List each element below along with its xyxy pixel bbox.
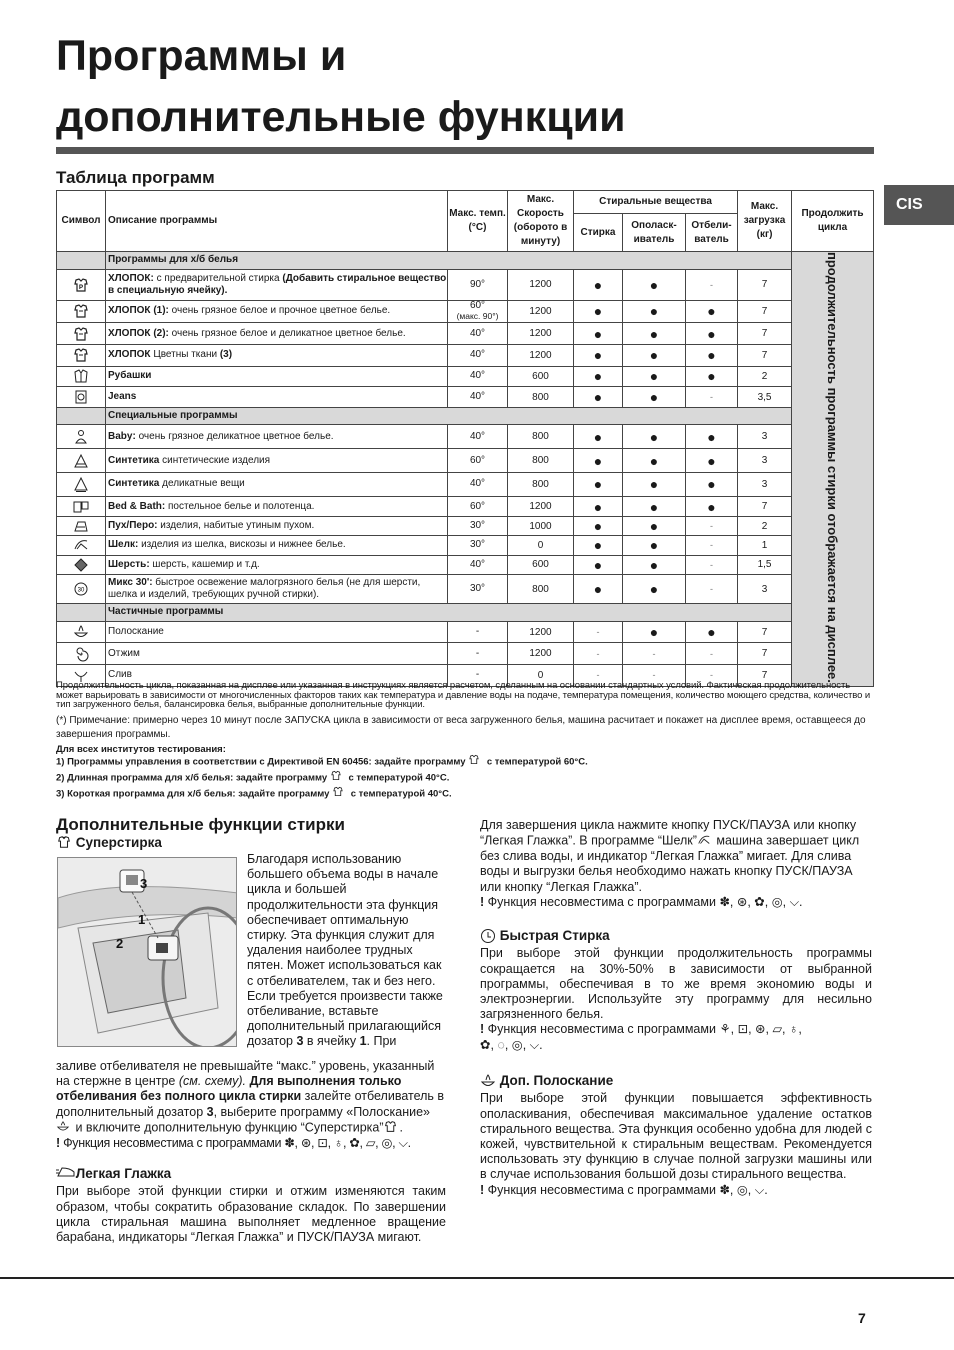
bleach-cell: ● — [686, 621, 738, 643]
bleach-cell: ● — [686, 366, 738, 387]
group-row — [57, 252, 874, 270]
baby-icon — [73, 429, 89, 445]
max-speed-cell: 800 — [508, 472, 574, 496]
max-load-cell: 7 — [738, 496, 792, 517]
easy-iron-icon — [56, 1166, 72, 1182]
table-row — [57, 643, 874, 665]
max-load-cell: 7 — [738, 344, 792, 366]
silk-icon — [73, 537, 89, 553]
max-speed-cell: 0 — [508, 665, 574, 687]
bleach-cell: - — [686, 665, 738, 687]
section-title: Дополнительные функции стирки — [56, 815, 345, 834]
extra-rinse-icon — [480, 1073, 496, 1089]
program-symbol — [57, 555, 106, 575]
title-line-1: Программы и — [56, 32, 347, 80]
table-row — [57, 269, 874, 300]
max-speed-cell: 1200 — [508, 269, 574, 300]
group-symbol-cell — [57, 252, 106, 270]
rinse-cell: ● — [623, 323, 686, 345]
program-description: Bed & Bath: постельное белье и полотенца. — [106, 496, 448, 517]
cotton-icon — [73, 303, 89, 319]
max-load-cell: 1,5 — [738, 555, 792, 575]
program-symbol — [57, 300, 106, 323]
table-row — [57, 344, 874, 366]
rinse-cell: ● — [623, 387, 686, 408]
easy-iron-incompat: Функция несовместима с программами — [487, 894, 716, 909]
rinse-cell: ● — [623, 472, 686, 496]
program-description: Синтетика деликатные вещи — [106, 472, 448, 496]
program-symbol — [57, 472, 106, 496]
cotton-icon — [332, 786, 348, 802]
program-symbol — [57, 496, 106, 517]
note-duration: Продолжительность цикла, показанная на дисплее или указанная в инструкциях является расчетом, сделанным на основании стандартных условий. Фактическая продолжительность может варьировать в зависимости от многочисленных факторов таких как температура и давление воды на подаче, температура помещения, количество моющего средства, количество и тип загруженного белья, балансировка белья, выбранные дополнительные функции. — [56, 680, 871, 710]
program-description: Jeans — [106, 387, 448, 408]
max-speed-cell: 1200 — [508, 323, 574, 345]
program-description: ХЛОПОК Цветны ткани (3) — [106, 344, 448, 366]
group-row — [57, 407, 874, 425]
inst-3: 3) Короткая программа для х/б белья: задайте программу с температурой 40°C. — [56, 786, 874, 802]
wash-cell: ● — [574, 449, 623, 473]
bleach-cell: ● — [686, 344, 738, 366]
program-symbol — [57, 387, 106, 408]
group-row — [57, 604, 874, 622]
superwash-icon — [56, 835, 72, 851]
max-temp-cell: 40° — [448, 425, 508, 449]
table-row — [57, 575, 874, 604]
max-load-cell: 1 — [738, 535, 792, 555]
max-temp-cell: 30° — [448, 535, 508, 555]
table-row — [57, 472, 874, 496]
max-speed-cell: 800 — [508, 575, 574, 604]
rinse-cell: ● — [623, 555, 686, 575]
bleach-cell: ● — [686, 496, 738, 517]
duration-cell — [792, 252, 874, 687]
program-description: Синтетика синтетические изделия — [106, 449, 448, 473]
max-load-cell: 3 — [738, 425, 792, 449]
wash-cell: ● — [574, 517, 623, 536]
header-max-temp: Макс. темп. (°С) — [448, 191, 508, 252]
wash-cell: ● — [574, 366, 623, 387]
group-symbol-cell — [57, 407, 106, 425]
rinse-cell: ● — [623, 496, 686, 517]
rinse-cell: ● — [623, 575, 686, 604]
bottom-rule — [0, 1277, 954, 1279]
max-load-cell: 2 — [738, 517, 792, 536]
max-load-cell: 7 — [738, 300, 792, 323]
table-row — [57, 555, 874, 575]
max-temp-cell: 30° — [448, 575, 508, 604]
dispenser-diagram — [57, 857, 237, 1047]
table-row — [57, 496, 874, 517]
superwash-continued: заливе отбеливателя не превышайте “макс.” уровень, указанный на стержне в центре (см. схему). Для выполнения только отбеливания без полного цикла стирки залейте отбеливатель в дополнительный дозатор 3, выберите программу «Полоскание» и включите дополнительную функцию “Суперстирка” . ! Функция несовместима с программами ✽, ⊛, ⊡, ♁, ✿, ▱, ◎, ⌵. — [56, 1059, 445, 1150]
program-symbol — [57, 269, 106, 300]
bleach-cell: - — [686, 517, 738, 536]
rinse-cell: ● — [623, 269, 686, 300]
rinse-cell: ● — [623, 300, 686, 323]
superwash-incompat: Функция несовместима с программами — [63, 1135, 282, 1150]
extra-rinse-title: Доп. Полоскание — [499, 1073, 614, 1088]
diagram-label-2: 2 — [116, 936, 124, 951]
program-description: Baby: очень грязное деликатное цветное белье. — [106, 425, 448, 449]
wash-cell: ● — [574, 300, 623, 323]
diagram-label-1: 1 — [138, 912, 146, 927]
program-description: ХЛОПОК (2): очень грязное белое и деликатное цветное белье. — [106, 323, 448, 345]
wash-cell: ● — [574, 323, 623, 345]
program-description: Микс 30': быстрое освежение малогрязного белья (не для шерсти, шелка и изделий, требующих ручной стирки). — [106, 575, 448, 604]
program-description: Полоскание — [106, 621, 448, 643]
rinse-cell: ● — [623, 621, 686, 643]
extra-rinse-section: Доп. Полоскание При выборе этой функции повышается эффективность ополаскивания, обеспечивая максимальное удаление остатков стирального вещества. Эта функция особенно удобна для людей с кожей, чувствительной к стиральным веществам. Рекомендуется использовать эту функцию в случае полной загрузки машины или в случае использования большой дозы стирального вещества. ! Функция несовместима с программами ✽, ◎, ⌵. — [480, 1073, 872, 1197]
rinse-cell: ● — [623, 449, 686, 473]
header-symbol: Символ — [57, 191, 106, 252]
jeans-icon — [73, 389, 89, 405]
program-symbol — [57, 621, 106, 643]
max-speed-cell: 1200 — [508, 643, 574, 665]
bleach-cell: ● — [686, 300, 738, 323]
incompat-icons: ✽, ⊛, ✿, ◎, ⌵. — [719, 894, 803, 909]
max-temp-cell: 40° — [448, 387, 508, 408]
header-max-speed: Макс. Скорость (оборото в минуту) — [508, 191, 574, 252]
header-detergents: Стиральные вещества — [574, 191, 738, 214]
table-row — [57, 366, 874, 387]
wash-cell: ● — [574, 387, 623, 408]
group-label: Специальные программы — [106, 407, 792, 425]
title-line-2: дополнительные функции — [56, 93, 626, 141]
mix30-icon — [73, 581, 89, 597]
superwash-icon — [384, 1120, 400, 1136]
max-temp-cell: - — [448, 643, 508, 665]
bleach-cell: - — [686, 535, 738, 555]
group-label: Частичные программы — [106, 604, 792, 622]
testing-instructions — [56, 745, 874, 803]
extra-rinse-text: При выборе этой функции повышается эффективность ополаскивания, обеспечивая максимальное удаление остатков стирального вещества. Эта функция особенно удобна для людей с кожей, чувствительной к стиральным веществам. Рекомендуется использовать эту функцию в случае полной загрузки машины или в случае использования большой дозы стирального вещества. — [480, 1091, 872, 1182]
max-temp-cell: 30° — [448, 517, 508, 536]
max-temp-cell: 40° — [448, 555, 508, 575]
program-symbol — [57, 449, 106, 473]
max-load-cell: 2 — [738, 366, 792, 387]
wash-cell: ● — [574, 472, 623, 496]
wash-cell: ● — [574, 344, 623, 366]
max-speed-cell: 1200 — [508, 621, 574, 643]
max-load-cell: 3,5 — [738, 387, 792, 408]
header-rinse: Ополаск-иватель — [623, 214, 686, 252]
rinse-icon — [56, 1120, 72, 1136]
bleach-cell: ● — [686, 449, 738, 473]
rinse-cell: ● — [623, 517, 686, 536]
incompat-icons-2: ✿, ◌, ◎, ⌵. — [480, 1037, 543, 1052]
max-temp-cell: 60° — [448, 496, 508, 517]
quick-wash-icon — [480, 928, 496, 944]
max-speed-cell: 1200 — [508, 300, 574, 323]
quick-wash-section: Быстрая Стирка При выборе этой функции продолжительность программы сокращается на 30%-50% в зависимости от выбранной программы, обеспечивая в то же время экономию воды и электроэнергии. Используйте эту программу для несильно загрязненного белья. ! Функция несовместима с программами ⚘, ⊡, ⊛, ▱, ♁, ✿, ◌, ◎, ⌵. — [480, 928, 872, 1052]
bleach-cell: - — [686, 387, 738, 408]
wash-cell: ● — [574, 535, 623, 555]
table-row — [57, 517, 874, 536]
rinse-cell: ● — [623, 535, 686, 555]
bleach-cell: ● — [686, 472, 738, 496]
down-feather-icon — [73, 518, 89, 534]
program-description: Шерсть: шерсть, кашемир и т.д. — [106, 555, 448, 575]
quick-wash-incompat: Функция несовместима с программами — [487, 1022, 716, 1037]
max-speed-cell: 600 — [508, 366, 574, 387]
wash-cell: ● — [574, 269, 623, 300]
program-description: Слив — [106, 665, 448, 687]
header-description: Описание программы — [106, 191, 448, 252]
table-notes — [56, 681, 874, 802]
max-load-cell: 7 — [738, 665, 792, 687]
incompat-icons: ✽, ◎, ⌵. — [719, 1182, 768, 1197]
group-symbol-cell — [57, 604, 106, 622]
program-symbol — [57, 535, 106, 555]
max-load-cell: 7 — [738, 323, 792, 345]
silk-icon — [697, 833, 713, 849]
easy-iron-continued: Для завершения цикла нажмите кнопку ПУСК/ПАУЗА или кнопку “Легкая Глажка”. В программе “Шелк” машина завершает цикл без слива воды, и индикатор “Легкая Глажка” мигает. Для слива воды и выгрузки белья необходимо нажать кнопку ПУСК/ПАУЗА или кнопку “Легкая Глажка”. ! Функция несовместима с программами ✽, ⊛, ✿, ◎, ⌵. — [480, 818, 860, 909]
max-temp-cell: - — [448, 621, 508, 643]
title-rule — [56, 147, 874, 154]
program-symbol — [57, 517, 106, 536]
rinse-cell: - — [623, 665, 686, 687]
program-symbol — [57, 366, 106, 387]
program-table — [56, 190, 874, 687]
max-load-cell: 3 — [738, 472, 792, 496]
svg-text:P: P — [78, 284, 84, 291]
easy-iron-section — [56, 1166, 446, 1245]
quick-wash-title: Быстрая Стирка — [499, 928, 610, 943]
program-description: ХЛОПОК (1): очень грязное белое и прочное цветное белье. — [106, 300, 448, 323]
duration-note: продолжительность программы стирки отображается на дисплее. — [825, 252, 841, 683]
cotton-prewash-icon — [73, 277, 89, 293]
program-description: Рубашки — [106, 366, 448, 387]
table-row — [57, 621, 874, 643]
page-number: 7 — [858, 1310, 866, 1326]
max-load-cell: 7 — [738, 643, 792, 665]
bed-bath-icon — [73, 499, 89, 515]
rinse-cell: - — [623, 643, 686, 665]
max-load-cell: 3 — [738, 449, 792, 473]
program-symbol — [57, 643, 106, 665]
max-speed-cell: 800 — [508, 387, 574, 408]
rinse-icon — [73, 624, 89, 640]
max-temp-cell: 40° — [448, 323, 508, 345]
table-row — [57, 449, 874, 473]
synthetic-icon — [73, 453, 89, 469]
max-speed-cell: 1200 — [508, 344, 574, 366]
page-title — [56, 30, 626, 144]
rinse-cell: ● — [623, 425, 686, 449]
rinse-cell: ● — [623, 366, 686, 387]
program-description: Пух/Перо: изделия, набитые утиным пухом. — [106, 517, 448, 536]
program-description: ХЛОПОК: с предварительной стирка (Добавить стиральное вещество в специальную ячейку). — [106, 269, 448, 300]
program-symbol — [57, 323, 106, 345]
max-temp-cell: 60° — [448, 449, 508, 473]
cotton-icon — [330, 770, 346, 786]
table-row — [57, 300, 874, 323]
max-speed-cell: 800 — [508, 425, 574, 449]
program-symbol — [57, 344, 106, 366]
header-bleach: Отбели-ватель — [686, 214, 738, 252]
program-description: Отжим — [106, 643, 448, 665]
max-speed-cell: 800 — [508, 449, 574, 473]
program-symbol — [57, 425, 106, 449]
shirts-icon — [73, 368, 89, 384]
max-speed-cell: 600 — [508, 555, 574, 575]
wash-cell: - — [574, 665, 623, 687]
max-temp-cell: 40° — [448, 344, 508, 366]
program-description: Шелк: изделия из шелка, вискозы и нижнее белье. — [106, 535, 448, 555]
inst-title: Для всех институтов тестирования: — [56, 743, 226, 755]
svg-text:30: 30 — [77, 587, 85, 594]
header-max-load: Макс. загрузка (кг) — [738, 191, 792, 252]
bleach-cell: ● — [686, 425, 738, 449]
wash-cell: ● — [574, 575, 623, 604]
max-temp-cell: 40° — [448, 472, 508, 496]
easy-iron-text: При выборе этой функции стирки и отжим изменяются таким образом, чтобы сократить образование складок. По завершении цикла стиральная машина выполняет медленное вращение барабана, индикаторы “Легкая Глажка” и ПУСК/ПАУЗА мигают. — [56, 1184, 446, 1245]
table-row — [57, 535, 874, 555]
extra-rinse-incompat: Функция несовместима с программами — [487, 1182, 716, 1197]
cotton-icon — [73, 326, 89, 342]
bleach-cell: - — [686, 575, 738, 604]
inst-1: 1) Программы управления в соответствии с Директивой EN 60456: задайте программу с температурой 60°C. — [56, 754, 874, 770]
svg-text:+: + — [62, 835, 66, 840]
max-temp-cell: 60° (макс. 90°) — [448, 300, 508, 323]
table-row — [57, 387, 874, 408]
superwash-title: Суперстирка — [75, 835, 162, 850]
bleach-cell: ● — [686, 323, 738, 345]
group-label: Программы для х/б белья — [106, 252, 792, 270]
note-asterisk: (*) Примечание: примерно через 10 минут после ЗАПУСКА цикла в зависимости от веса загруженного белья, машина расчитает и покажет на дисплее время, оставщееся до завершения программы. — [56, 714, 866, 740]
table-heading: Таблица программ — [56, 168, 215, 187]
superwash-text: Благодаря использованию большего объема воды в начале цикла и большей продолжительности эта функция обеспечивает оптимальную стирку. Эта функция служит для удаления наиболее трудных пятен. Может использоваться как с отбеливателем, так и без него. Если требуется произвести также отбеливание, вставьте дополнительный прилагающийся дозатор 3 в ячейку 1. При — [247, 852, 443, 1049]
max-speed-cell: 0 — [508, 535, 574, 555]
max-load-cell: 7 — [738, 269, 792, 300]
wash-cell: ● — [574, 496, 623, 517]
region-tab: CIS — [884, 185, 954, 225]
quick-wash-text: При выборе этой функции продолжительность программы сокращается на 30%-50% в зависимости от выбранной программы, обеспечивая в то же время экономию воды и электроэнергии. Используйте эту программу для несильно загрязненного белья. — [480, 946, 872, 1022]
table-row — [57, 323, 874, 345]
incompat-icons: ⚘, ⊡, ⊛, ▱, ♁, — [719, 1022, 802, 1037]
rinse-cell: ● — [623, 344, 686, 366]
bleach-cell: - — [686, 269, 738, 300]
bleach-cell: - — [686, 643, 738, 665]
header-duration: Продолжить цикла — [792, 191, 874, 252]
max-temp-cell: 40° — [448, 366, 508, 387]
max-speed-cell: 1000 — [508, 517, 574, 536]
table-row — [57, 425, 874, 449]
easy-iron-title: Легкая Глажка — [75, 1166, 172, 1181]
max-load-cell: 3 — [738, 575, 792, 604]
cotton-icon — [468, 754, 484, 770]
max-temp-cell: 90° — [448, 269, 508, 300]
max-load-cell: 7 — [738, 621, 792, 643]
diagram-label-3: 3 — [140, 876, 148, 891]
header-wash: Стирка — [574, 214, 623, 252]
program-symbol — [57, 575, 106, 604]
cotton-icon — [73, 347, 89, 363]
incompat-icons: ✽, ⊛, ⊡, ♁, ✿, ▱, ◎, ⌵. — [284, 1135, 411, 1150]
max-speed-cell: 1200 — [508, 496, 574, 517]
superwash-heading — [56, 835, 446, 853]
wash-cell: - — [574, 621, 623, 643]
wash-cell: ● — [574, 555, 623, 575]
wool-icon — [73, 557, 89, 573]
bleach-cell: - — [686, 555, 738, 575]
inst-2: 2) Длинная программа для х/б белья: задайте программу с температурой 40°C. — [56, 770, 874, 786]
wash-cell: - — [574, 643, 623, 665]
wash-cell: ● — [574, 425, 623, 449]
synthetic-delicate-icon — [73, 476, 89, 492]
max-temp-cell: - — [448, 665, 508, 687]
spin-icon — [73, 646, 89, 662]
